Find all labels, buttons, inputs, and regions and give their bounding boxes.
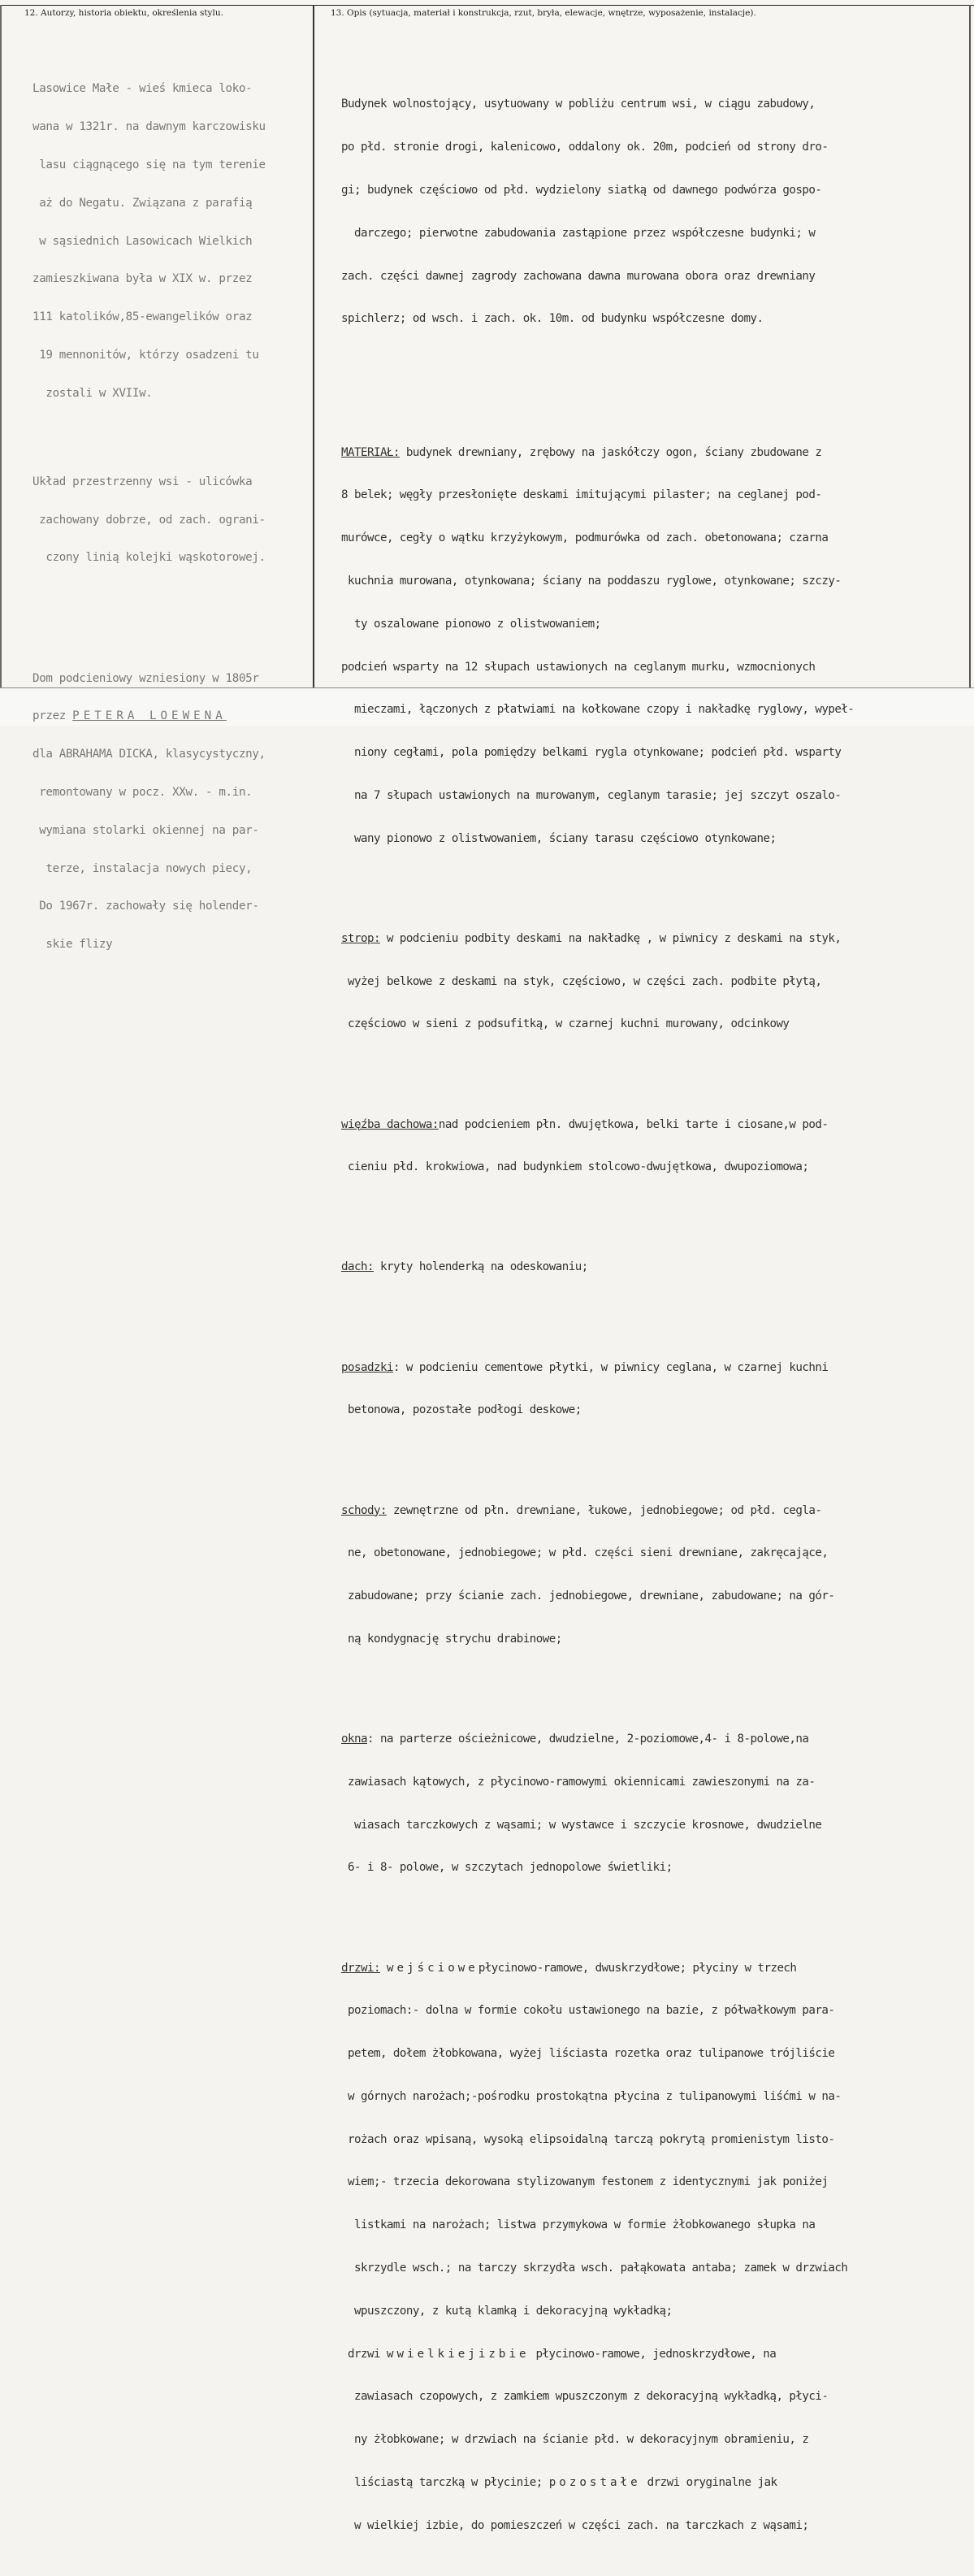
left-border: [0, 5, 2, 687]
text-line: wiem;- trzecia dekorowana stylizowanym festonem z identycznymi jak poniżej: [341, 2175, 829, 2189]
text-line: [341, 932, 972, 947]
roof-truss-label: więźba dachowa:: [341, 1117, 439, 1131]
text-line: lasu ciągnącego się na tym terenie: [32, 158, 266, 171]
text-line: niony cegłami, pola pomiędzy belkami rygla otynkowane; podcień płd. wsparty: [341, 746, 842, 760]
stairs-label: schody:: [341, 1503, 387, 1517]
text-line: wiasach tarczkowych z wąsami; w wystawce i szczycie krosnowe, dwudzielne: [341, 1818, 822, 1832]
text-run: drzwi: [341, 2347, 380, 2361]
text-line: Budynek wolnostojący, usytuowany w pobliżu centrum wsi, w ciągu zabudowy,: [341, 98, 816, 111]
text-line: [341, 2348, 972, 2362]
text-run: nad podcieniem płn. dwujętkowa, belki tarte i ciosane,w pod-: [438, 1117, 829, 1131]
floors-label: posadzki: [341, 1360, 393, 1374]
text-line: wymiana stolarki okiennej na par-: [32, 823, 259, 837]
windows-label: okna: [341, 1733, 367, 1746]
text-run: w podcieniu podbity deskami na nakładkę , w piwnicy z deskami na styk,: [379, 931, 842, 945]
text-line: [341, 1361, 972, 1376]
text-line: [341, 1260, 972, 1275]
text-line: [341, 1118, 972, 1133]
spaced-text: pozostałe: [548, 2475, 641, 2489]
stairs-paragraph: [341, 1475, 972, 1675]
text-line: podcień wsparty na 12 słupach ustawionych na ceglanym murku, wzmocnionych: [341, 660, 816, 674]
text-line: czony linią kolejki wąskotorowej.: [32, 551, 266, 565]
situation-paragraph: [341, 69, 972, 355]
text-line: Dom podcieniowy wzniesiony w 1805r: [32, 671, 259, 685]
text-line: spichlerz; od wsch. i zach. ok. 10m. od budynku współczesne domy.: [341, 312, 764, 326]
spatial-layout-paragraph: [32, 451, 315, 591]
material-label: MATERIAŁ:: [341, 445, 400, 459]
text-line: w górnych narożach;-pośrodku prostokątna płycina z tulipanowymi liśćmi w na-: [341, 2089, 842, 2103]
text-line: wany pionowo z olistwowaniem, ściany tarasu częściowo otynkowane;: [341, 831, 777, 845]
text-line: ną kondygnację strychu drabinowe;: [341, 1632, 562, 1646]
spaced-text: wwielkiejizbie: [386, 2347, 530, 2361]
text-run: budynek drewniany, zrębowy na jaskółczy ogon, ściany zbudowane z: [399, 445, 822, 459]
text-line: terze, instalacja nowych piecy,: [32, 861, 253, 875]
ceiling-label: strop:: [341, 931, 380, 945]
text-line: gi; budynek częściowo od płd. wydzielony siatką od dawnego podwórza gospo-: [341, 183, 822, 197]
windows-paragraph: [341, 1704, 972, 1904]
text-line: kuchnia murowana, otynkowana; ściany na poddaszu ryglowe, otynkowane; szczy-: [341, 574, 842, 588]
text-line: 8 belek; węgły przesłonięte deskami imitującymi pilaster; na ceglanej pod-: [341, 488, 822, 502]
text-run: zewnętrzne od płn. drewniane, łukowe, jednobiegowe; od płd. cegla-: [386, 1503, 822, 1517]
text-line: po płd. stronie drogi, kalenicowo, oddalony ok. 20m, podcień od strony dro-: [341, 141, 829, 154]
text-line: dla ABRAHAMA DICKA, klasycystyczny,: [32, 748, 266, 761]
text-line: skie flizy: [32, 938, 113, 952]
text-line: ty oszalowane pionowo z olistwowaniem;: [341, 617, 601, 631]
text-line: 19 mennonitów, którzy osadzeni tu: [32, 348, 259, 362]
text-line: zabudowane; przy ścianie zach. jednobiegowe, drewniane, zabudowane; na gór-: [341, 1589, 835, 1603]
text-line: w sąsiednich Lasowicach Wielkich: [32, 234, 253, 248]
text-line: [341, 1733, 972, 1747]
text-line: Układ przestrzenny wsi - ulicówka: [32, 475, 253, 488]
text-line: [341, 446, 972, 461]
text-line: darczego; pierwotne zabudowania zastąpione przez współczesne budynki; w: [341, 226, 816, 240]
text-run: kryty holenderką na odeskowaniu;: [373, 1260, 588, 1274]
text-run: płycinowo-ramowe, dwuskrzydłowe; płyciny w trzech: [478, 1961, 797, 1975]
text-line: na 7 słupach ustawionych na murowanym, ceglanym tarasie; jej szczyt oszalo-: [341, 788, 842, 802]
floors-paragraph: [341, 1332, 972, 1446]
text-line: remontowany w pocz. XXw. - m.in.: [32, 786, 253, 800]
text-line: w wielkiej izbie, do pomieszczeń w części zach. na tarczkach z wąsami;: [341, 2518, 809, 2532]
text-line: Do 1967r. zachowały się holender-: [32, 900, 259, 913]
text-run: płycinowo-ramowe, jednoskrzydłowe, na: [529, 2347, 777, 2361]
text-line: wpuszczony, z kutą klamką i dekoracyjną wykładką;: [341, 2304, 673, 2318]
text-line: cieniu płd. krokwiowa, nad budynkiem stolcowo-dwujętkowa, dwupoziomowa;: [341, 1160, 809, 1174]
text-line: aż do Negatu. Związana z parafią: [32, 196, 253, 210]
text-line: [341, 1504, 972, 1519]
house-history-paragraph: [32, 648, 315, 977]
section-12-header: 12. Autorzy, historia obiektu, określenia stylu.: [24, 8, 223, 18]
text-line: [32, 710, 315, 723]
text-line: częściowo w sieni z podsufitką, w czarnej kuchni murowany, odcinkowy: [341, 1017, 790, 1031]
text-line: poziomach:- dolna w formie cokołu ustawionego na bazie, z półwałkowym para-: [341, 2004, 835, 2018]
doors-paragraph: [341, 1932, 972, 2561]
material-paragraph: [341, 417, 972, 874]
history-column: [32, 33, 315, 990]
text-run: liściastą tarczką w płycinie;: [341, 2475, 543, 2489]
text-line: betonowa, pozostałe podłogi deskowe;: [341, 1403, 582, 1417]
text-line: rożach oraz wpisaną, wysoką elipsoidalną tarczą pokrytą promienistym listo-: [341, 2132, 835, 2146]
text-line: [341, 1962, 972, 1976]
text-line: zawiasach czopowych, z zamkiem wpuszczonym z dekoracyjną wykładką, płyci-: [341, 2390, 829, 2404]
text-line: listkami na narożach; listwa przymykowa w formie żłobkowanego słupka na: [341, 2218, 816, 2232]
builder-name: PETERA LOEWENA: [72, 709, 227, 723]
roof-label: dach:: [341, 1260, 374, 1274]
top-rule: [0, 5, 974, 6]
text-line: mieczami, łączonych z płatwiami na kołkowane czopy i nakładkę ryglowy, wypeł-: [341, 703, 855, 717]
text-line: zach. części dawnej zagrody zachowana dawna murowana obora oraz drewniany: [341, 269, 816, 283]
text-run: drzwi oryginalne jak: [640, 2475, 777, 2489]
text-line: [341, 2476, 972, 2491]
doors-label: drzwi:: [341, 1961, 380, 1975]
text-line: skrzydle wsch.; na tarczy skrzydła wsch. pałąkowata antaba; zamek w drzwiach: [341, 2262, 848, 2275]
text-run: przez: [32, 709, 66, 723]
roof-truss-paragraph: [341, 1089, 972, 1203]
text-line: ne, obetonowane, jednobiegowe; w płd. części sieni drewniane, zakręcające,: [341, 1546, 829, 1560]
roof-paragraph: [341, 1232, 972, 1303]
village-history-paragraph: [32, 58, 315, 425]
text-line: zawiasach kątowych, z płycinowo-ramowymi okiennicami zawieszonymi na za-: [341, 1775, 816, 1789]
text-line: zostali w XVIIw.: [32, 386, 153, 400]
text-line: wana w 1321r. na dawnym karczowisku: [32, 120, 266, 134]
text-line: Lasowice Małe - wieś kmieca loko-: [32, 82, 253, 96]
text-line: wyżej belkowe z deskami na styk, częściowo, w części zach. podbite płytą,: [341, 974, 822, 988]
text-line: 6- i 8- polowe, w szczytach jednopolowe świetliki;: [341, 1861, 673, 1875]
section-13-header: 13. Opis (sytuacja, materiał i konstrukcja, rzut, bryła, elewacje, wnętrze, wyposażenie, instalacje).: [331, 8, 756, 18]
text-run: : w podcieniu cementowe płytki, w piwnicy ceglana, w czarnej kuchni: [392, 1360, 829, 1374]
text-run: : na parterze ościeżnicowe, dwudzielne, 2-poziomowe,4- i 8-polowe,na: [366, 1733, 809, 1746]
ceiling-paragraph: [341, 904, 972, 1061]
text-line: ny żłobkowane; w drzwiach na ścianie płd. w dekoracyjnym obramieniu, z: [341, 2433, 809, 2447]
text-line: 111 katolików,85-ewangelików oraz: [32, 310, 253, 324]
text-line: zachowany dobrze, od zach. ograni-: [32, 513, 266, 527]
text-line: petem, dołem żłobkowana, wyżej liściasta rozetka oraz tulipanowe trójliście: [341, 2047, 835, 2061]
spaced-text: wejściowe: [386, 1961, 478, 1975]
text-line: zamieszkiwana była w XIX w. przez: [32, 272, 253, 286]
text-line: murówce, cegły o wątku krzyżykowym, podmurówka od zach. obetonowana; czarna: [341, 531, 829, 545]
description-column: [341, 41, 972, 2576]
